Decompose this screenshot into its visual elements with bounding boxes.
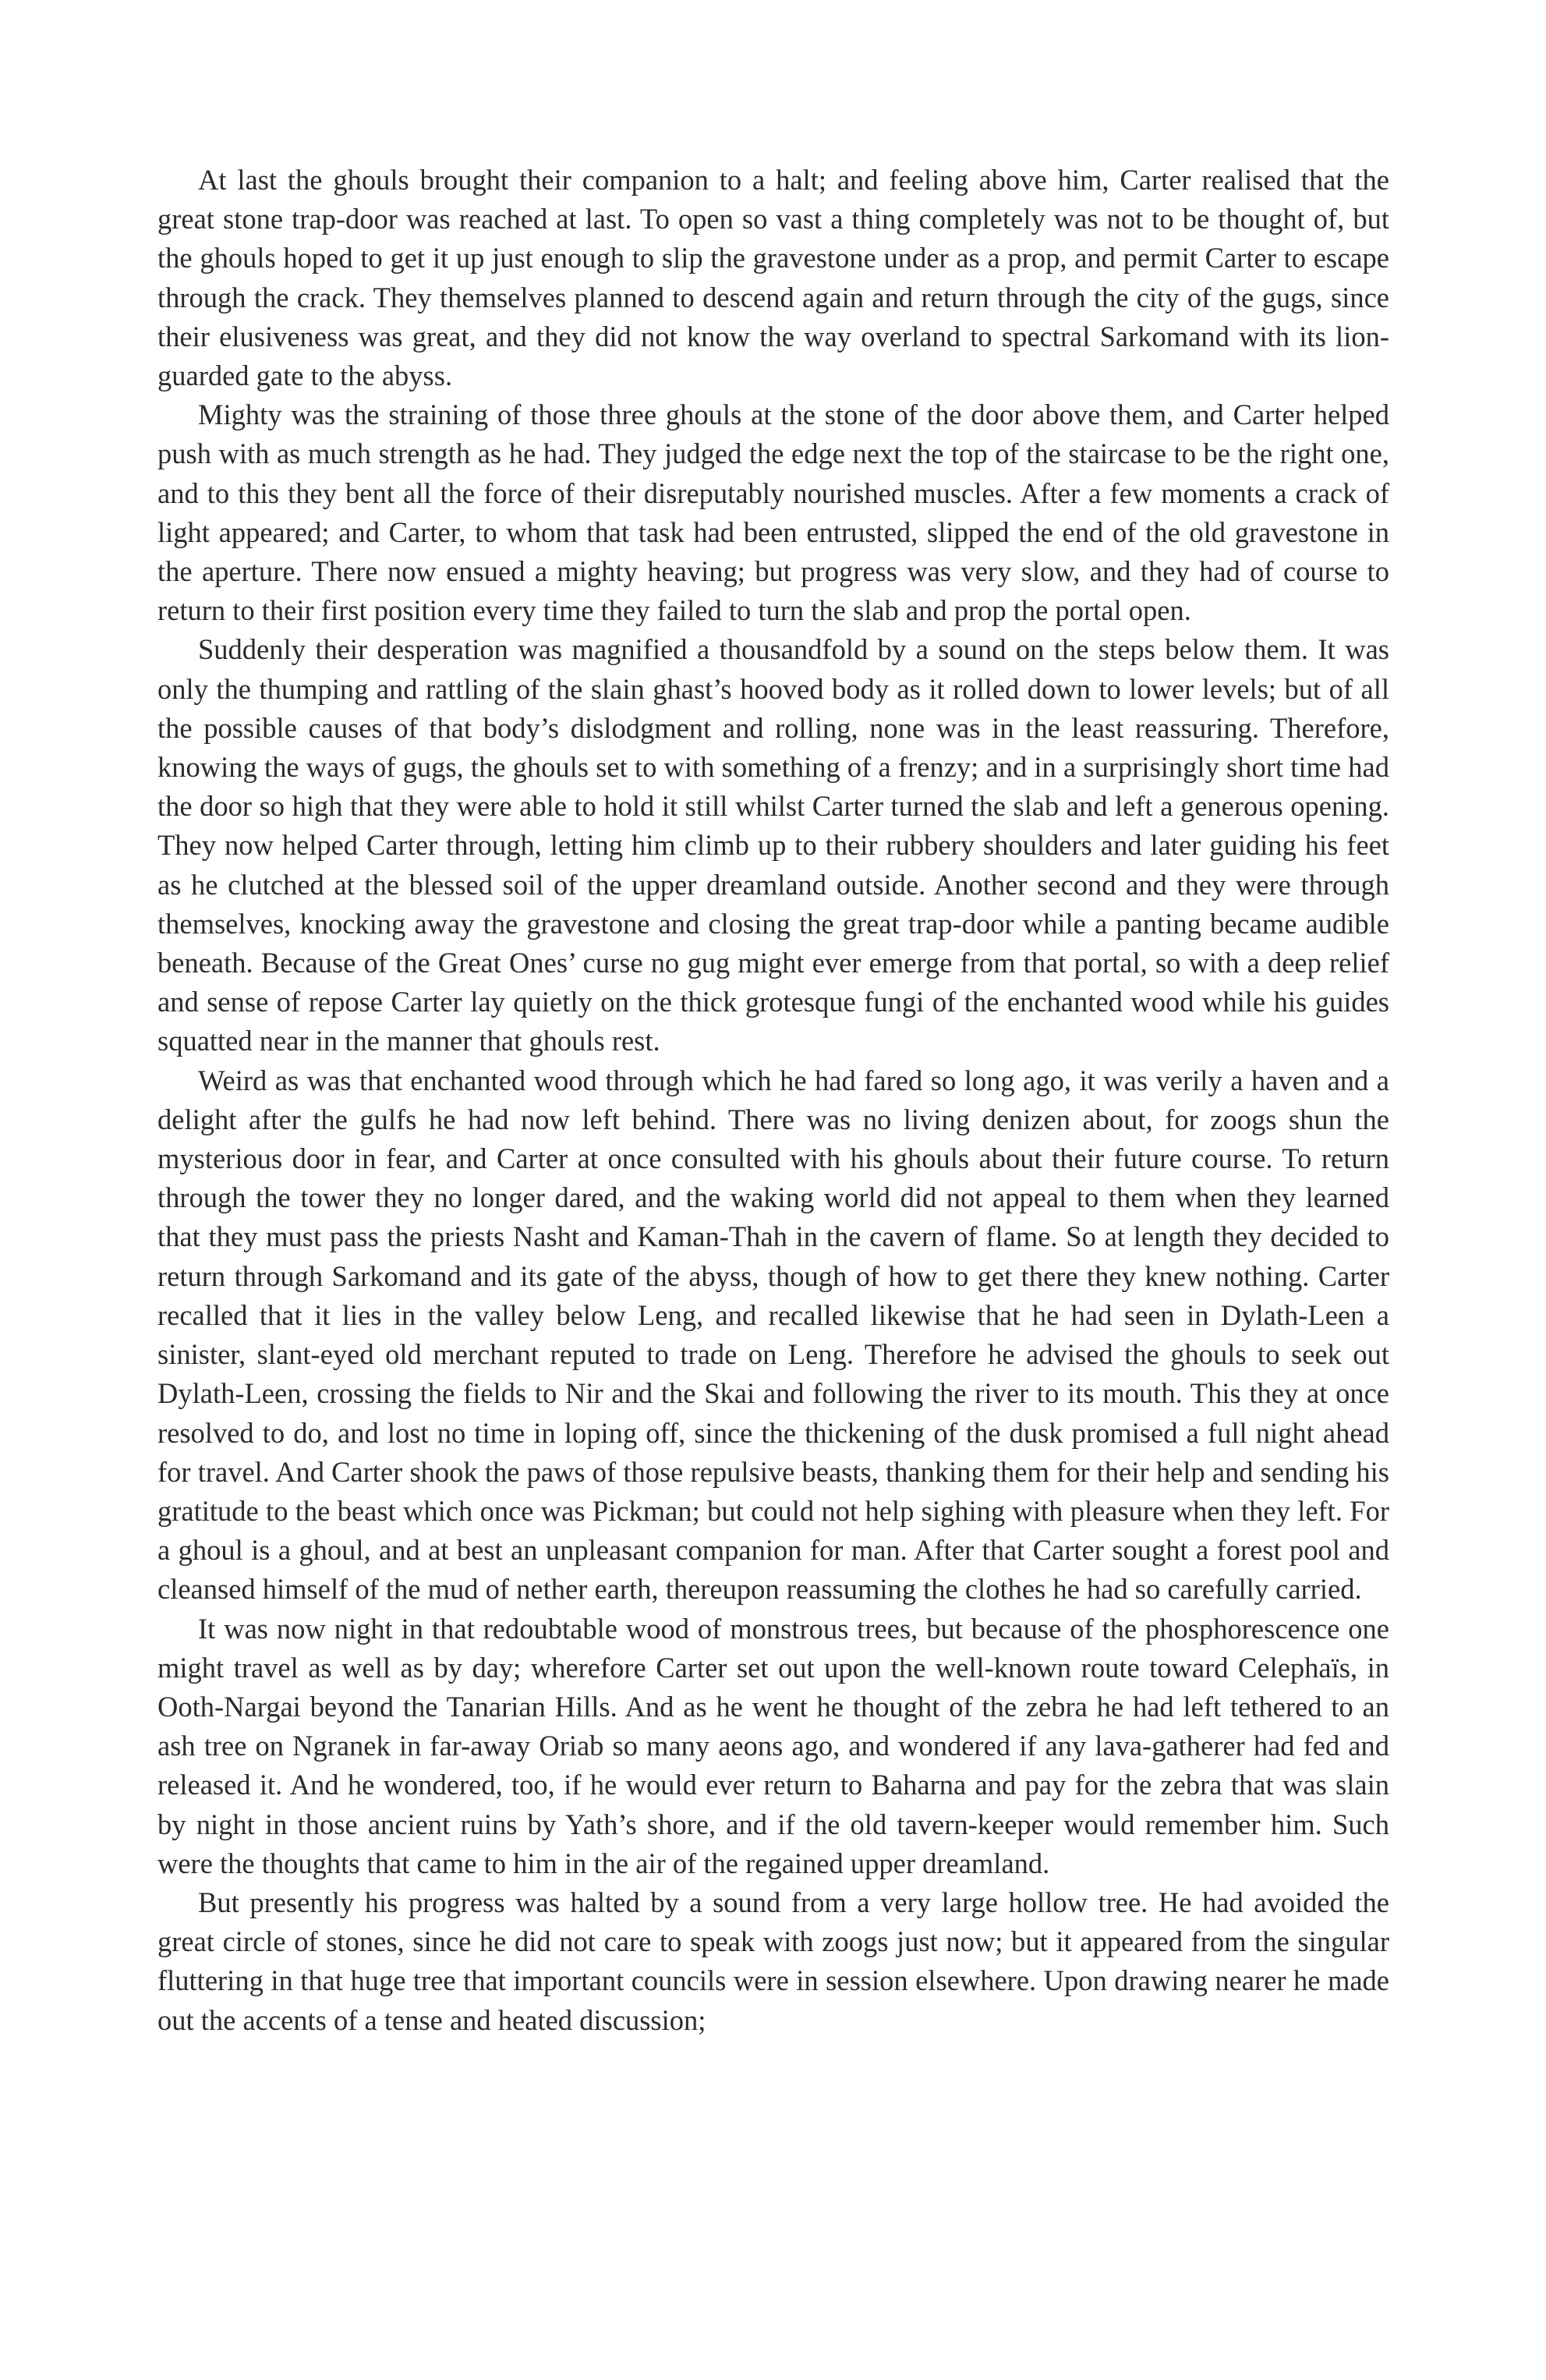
paragraph: Mighty was the straining of those three ghouls at the stone of the door above them, and Carter helped push with as much strength as he had. They judged the edge next the top of the staircase to be the right one, and to this they bent all the force of their disreputably nourished muscles. After a few moments a crack of light appeared; and Carter, to whom that task had been entrusted, slipped the end of the old gravestone in the aperture. There now ensued a mighty heaving; but progress was very slow, and they had of course to return to their first position every time they failed to turn the slab and prop the portal open.	[157, 398, 1389, 627]
body-text	[157, 161, 1389, 2040]
paragraph: It was now night in that redoubtable wood of monstrous trees, but because of the phosphorescence one might travel as well as by day; wherefore Carter set out upon the well-known route toward Celephaïs, in Ooth-Nargai beyond the Tanarian Hills. And as he went he thought of the zebra he had left tethered to an ash tree on Ngranek in far-away Oriab so many aeons ago, and wondered if any lava-gatherer had fed and released it. And he wondered, too, if he would ever return to Baharna and pay for the zebra that was slain by night in those ancient ruins by Yath’s shore, and if the old tavern-keeper would remember him. Such were the thoughts that came to him in the air of the regained upper dreamland.	[157, 1612, 1389, 1879]
paragraph: Weird as was that enchanted wood through which he had fared so long ago, it was verily a haven and a delight after the gulfs he had now left behind. There was no living denizen about, for zoogs shun the mysterious door in fear, and Carter at once consulted with his ghouls about their future course. To return through the tower they no longer dared, and the waking world did not appeal to them when they learned that they must pass the priests Nasht and Kaman-Thah in the cavern of flame. So at length they decided to return through Sarkomand and its gate of the abyss, though of how to get there they knew nothing. Carter recalled that it lies in the valley below Leng, and recalled likewise that he had seen in Dylath-Leen a sinister, slant-eyed old merchant reputed to trade on Leng. Therefore he advised the ghouls to seek out Dylath-Leen, crossing the fields to Nir and the Skai and following the river to its mouth. This they at once resolved to do, and lost no time in loping off, since the thickening of the dusk promised a full night ahead for travel. And Carter shook the paws of those repulsive beasts, thanking them for their help and sending his gratitude to the beast which once was Pickman; but could not help sighing with pleasure when they left. For a ghoul is a ghoul, and at best an unpleasant companion for man. After that Carter sought a forest pool and cleansed himself of the mud of nether earth, thereupon reassuming the clothes he had so carefully carried.	[157, 1064, 1389, 1606]
paragraph: At last the ghouls brought their companion to a halt; and feeling above him, Carter realised that the great stone trap-door was reached at last. To open so vast a thing completely was not to be thought of, but the ghouls hoped to get it up just enough to slip the gravestone under as a prop, and permit Carter to escape through the crack. They themselves planned to descend again and return through the city of the gugs, since their elusiveness was great, and they did not know the way overland to spectral Sarkomand with its lion-guarded gate to the abyss.	[157, 164, 1389, 392]
paragraph: But presently his progress was halted by a sound from a very large hollow tree. He had avoided the great circle of stones, since he did not care to speak with zoogs just now; but it appeared from the singular fluttering in that huge tree that important councils were in session elsewhere. Upon drawing nearer he made out the accents of a tense and heated discussion;	[157, 1886, 1389, 2036]
paragraph: Suddenly their desperation was magnified a thousandfold by a sound on the steps below them. It was only the thumping and rattling of the slain ghast’s hooved body as it rolled down to lower levels; but of all the possible causes of that body’s dislodgment and rolling, none was in the least reassuring. Therefore, knowing the ways of gugs, the ghouls set to with something of a frenzy; and in a surprisingly short time had the door so high that they were able to hold it still whilst Carter turned the slab and left a generous opening. They now helped Carter through, letting him climb up to their rubbery shoulders and later guiding his feet as he clutched at the blessed soil of the upper dreamland outside. Another second and they were through themselves, knocking away the gravestone and closing the great trap-door while a panting became audible beneath. Because of the Great Ones’ curse no gug might ever emerge from that portal, so with a deep relief and sense of repose Carter lay quietly on the thick grotesque fungi of the enchanted wood while his guides squatted near in the manner that ghouls rest.	[157, 633, 1389, 1057]
